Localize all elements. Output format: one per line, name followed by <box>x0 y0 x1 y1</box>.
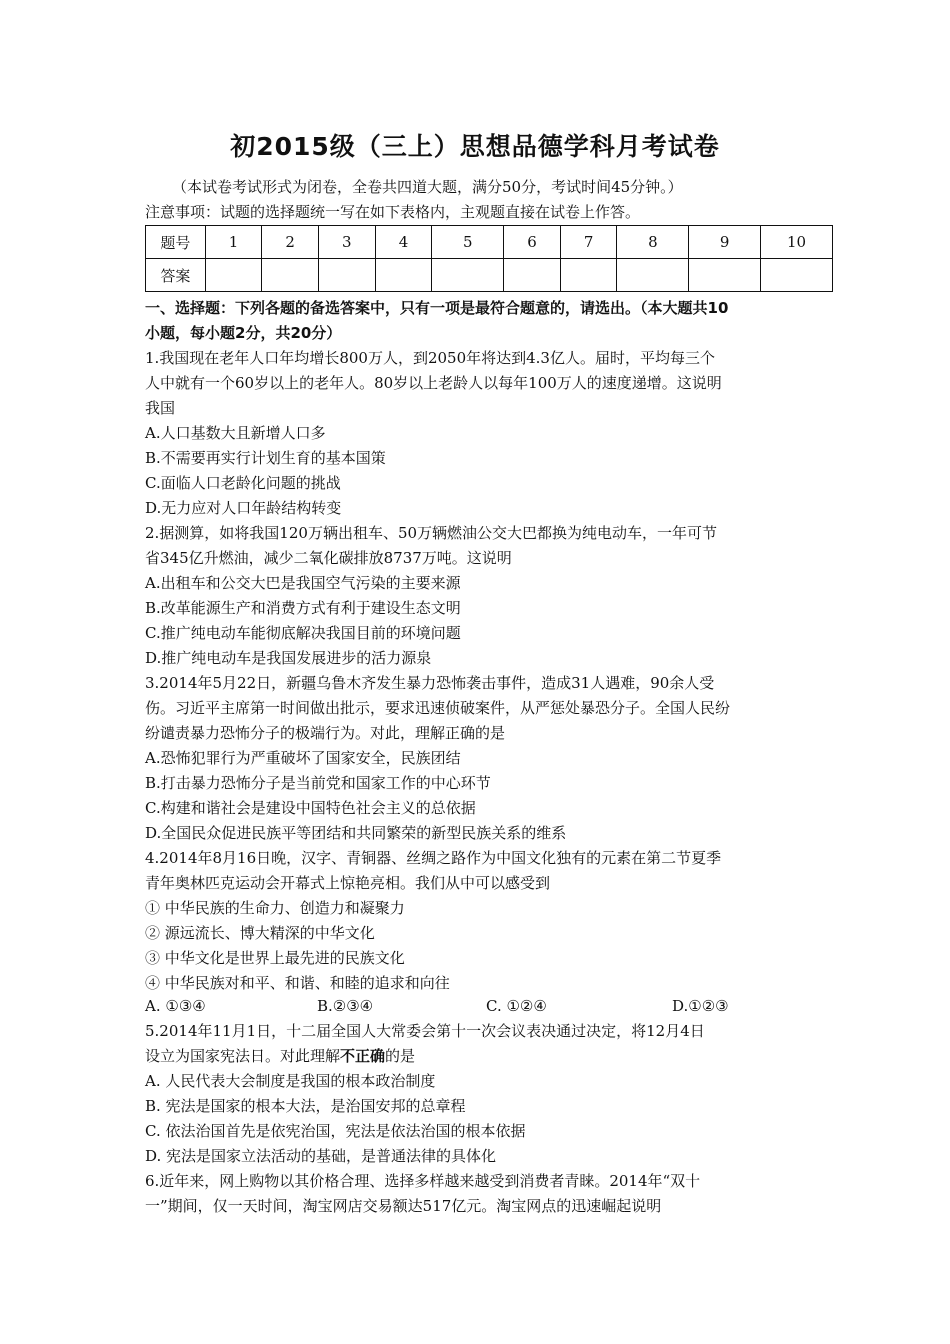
answer-cell[interactable] <box>761 259 833 292</box>
question-6-stem: 6.近年来，网上购物以其价格合理、选择多样越来越受到消费者青睐。2014年“双十 <box>145 1172 701 1190</box>
question-3-option-b: B.打击暴力恐怖分子是当前党和国家工作的中心环节 <box>145 774 491 792</box>
table-header-answer: 答案 <box>146 259 206 292</box>
question-4-stem: 青年奥林匹克运动会开幕式上惊艳亮相。我们从中可以感受到 <box>145 874 551 892</box>
question-1-option-a: A.人口基数大且新增人口多 <box>145 424 326 442</box>
question-5-option-a: A. 人民代表大会制度是我国的根本政治制度 <box>145 1072 436 1090</box>
question-3-stem: 3.2014年5月22日，新疆乌鲁木齐发生暴力恐怖袭击事件，造成31人遇难，90余人受 <box>145 674 715 692</box>
question-5-stem: 5.2014年11月1日，十二届全国人大常委会第十一次会议表决通过决定，将12月4日 <box>145 1022 705 1040</box>
answer-cell[interactable] <box>205 259 262 292</box>
table-cell-number: 8 <box>617 226 689 259</box>
answer-cell[interactable] <box>262 259 319 292</box>
question-4-option-d: D.①②③ <box>672 997 729 1015</box>
answer-cell[interactable] <box>432 259 504 292</box>
question-1-option-c: C.面临人口老龄化问题的挑战 <box>145 474 341 492</box>
question-5-option-d: D. 宪法是国家立法活动的基础，是普通法律的具体化 <box>145 1147 497 1165</box>
question-4-statement-4: ④ 中华民族对和平、和谐、和睦的追求和向往 <box>145 974 450 992</box>
question-2-stem: 省345亿升燃油，减少二氧化碳排放8737万吨。这说明 <box>145 549 512 567</box>
question-5-emphasis: 不正确 <box>340 1047 386 1065</box>
answer-cell[interactable] <box>560 259 617 292</box>
table-cell-number: 3 <box>319 226 376 259</box>
table-cell-number: 1 <box>205 226 262 259</box>
question-3-option-c: C.构建和谐社会是建设中国特色社会主义的总依据 <box>145 799 476 817</box>
table-header-number: 题号 <box>146 226 206 259</box>
question-5-stem <box>145 1046 415 1066</box>
exam-notice: 注意事项：试题的选择题统一写在如下表格内，主观题直接在试卷上作答。 <box>145 203 641 221</box>
table-cell-number: 2 <box>262 226 319 259</box>
question-5-option-c: C. 依法治国首先是依宪治国，宪法是依法治国的根本依据 <box>145 1122 526 1140</box>
question-2-option-a: A.出租车和公交大巴是我国空气污染的主要来源 <box>145 574 461 592</box>
question-1-stem: 我国 <box>145 399 176 417</box>
question-4-option-c: C. ①②④ <box>486 997 547 1015</box>
question-4-statement-3: ③ 中华文化是世界上最先进的民族文化 <box>145 949 405 967</box>
question-4-option-b: B.②③④ <box>317 997 374 1015</box>
answer-cell[interactable] <box>504 259 561 292</box>
question-5-stem-text: 的是 <box>385 1047 416 1065</box>
question-3-stem: 纷谴责暴力恐怖分子的极端行为。对此，理解正确的是 <box>145 724 506 742</box>
answer-cell[interactable] <box>319 259 376 292</box>
question-5-option-b: B. 宪法是国家的根本大法，是治国安邦的总章程 <box>145 1097 466 1115</box>
table-cell-number: 4 <box>375 226 432 259</box>
page-title: 初2015级（三上）思想品德学科月考试卷 <box>230 132 720 161</box>
table-cell-number: 6 <box>504 226 561 259</box>
question-4-statement-2: ② 源远流长、博大精深的中华文化 <box>145 924 375 942</box>
answer-table-number-row <box>146 226 833 259</box>
answer-cell[interactable] <box>375 259 432 292</box>
exam-intro: （本试卷考试形式为闭卷，全卷共四道大题，满分50分，考试时间45分钟。） <box>172 178 683 196</box>
question-2-stem: 2.据测算，如将我国120万辆出租车、50万辆燃油公交大巴都换为纯电动车，一年可节 <box>145 524 718 542</box>
question-6-stem: 一”期间，仅一天时间，淘宝网店交易额达517亿元。淘宝网点的迅速崛起说明 <box>145 1197 662 1215</box>
question-1-option-b: B.不需要再实行计划生育的基本国策 <box>145 449 386 467</box>
question-5-stem-text: 设立为国家宪法日。对此理解 <box>145 1047 341 1065</box>
section-heading: 小题，每小题2分，共20分） <box>145 324 342 342</box>
answer-table <box>145 225 833 292</box>
table-cell-number: 9 <box>689 226 761 259</box>
table-cell-number: 7 <box>560 226 617 259</box>
question-2-option-b: B.改革能源生产和消费方式有利于建设生态文明 <box>145 599 461 617</box>
question-1-option-d: D.无力应对人口年龄结构转变 <box>145 499 342 517</box>
answer-cell[interactable] <box>617 259 689 292</box>
question-3-option-d: D.全国民众促进民族平等团结和共同繁荣的新型民族关系的维系 <box>145 824 567 842</box>
section-heading: 一、选择题：下列各题的备选答案中，只有一项是最符合题意的，请选出。（本大题共10 <box>145 299 729 317</box>
table-cell-number: 5 <box>432 226 504 259</box>
question-2-option-c: C.推广纯电动车能彻底解决我国目前的环境问题 <box>145 624 461 642</box>
question-3-stem: 伤。习近平主席第一时间做出批示，要求迅速侦破案件，从严惩处暴恐分子。全国人民纷 <box>145 699 731 717</box>
question-1-stem: 1.我国现在老年人口年均增长800万人，到2050年将达到4.3亿人。届时，平均每三个 <box>145 349 715 367</box>
question-2-option-d: D.推广纯电动车是我国发展进步的活力源泉 <box>145 649 432 667</box>
question-4-statement-1: ① 中华民族的生命力、创造力和凝聚力 <box>145 899 405 917</box>
question-4-option-a: A. ①③④ <box>145 997 206 1015</box>
table-cell-number: 10 <box>761 226 833 259</box>
answer-cell[interactable] <box>689 259 761 292</box>
question-4-stem: 4.2014年8月16日晚，汉字、青铜器、丝绸之路作为中国文化独有的元素在第二节夏季 <box>145 849 722 867</box>
answer-table-answer-row <box>146 259 833 292</box>
question-1-stem: 人中就有一个60岁以上的老年人。80岁以上老龄人以每年100万人的速度递增。这说明 <box>145 374 722 392</box>
question-3-option-a: A.恐怖犯罪行为严重破坏了国家安全，民族团结 <box>145 749 461 767</box>
